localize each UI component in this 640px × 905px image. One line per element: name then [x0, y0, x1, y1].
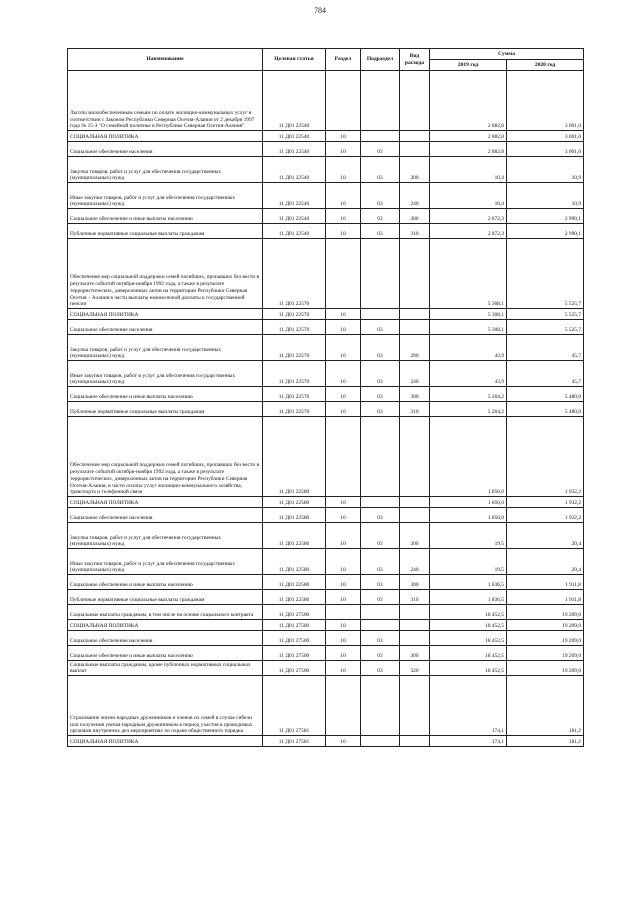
row-expense-type: 310 — [400, 590, 430, 605]
row-amount-2019: 5 264,2 — [430, 387, 507, 402]
row-amount-2020: 1 911,8 — [507, 590, 584, 605]
row-amount-2020: 2 990,1 — [507, 209, 584, 224]
row-section: 10 — [326, 575, 361, 590]
row-expense-type: 310 — [400, 224, 430, 239]
row-target-article: 11 Д01 22540 — [263, 71, 326, 131]
row-target-article: 11 Д01 22570 — [263, 335, 326, 361]
row-amount-2020: 19 209,0 — [507, 620, 584, 631]
row-amount-2019: 19,5 — [430, 523, 507, 549]
row-subsection: 03 — [361, 320, 400, 335]
row-subsection: 03 — [361, 387, 400, 402]
row-amount-2020: 181,2 — [507, 676, 584, 736]
row-subsection: 03 — [361, 631, 400, 646]
row-expense-type: 240 — [400, 183, 430, 209]
row-name: Льготы малообеспеченным семьям по оплате жилищно-коммунальных услуг в соответствии с Законом Республики Северная Осетия-Алания от 2 декабря 1997 года № 15-З "О семейной политике в Республике Северная Осетия-Алания" — [68, 71, 263, 131]
row-expense-type: 300 — [400, 646, 430, 661]
row-amount-2019: 1 836,5 — [430, 590, 507, 605]
header-expense-type: Вид расхода — [400, 49, 430, 71]
row-section: 10 — [326, 523, 361, 549]
row-expense-type: 300 — [400, 387, 430, 402]
row-amount-2020: 3 001,0 — [507, 142, 584, 157]
row-amount-2020: 10,9 — [507, 157, 584, 183]
table-row — [68, 736, 584, 747]
row-target-article: 11 Д01 22540 — [263, 142, 326, 157]
row-section: 10 — [326, 387, 361, 402]
table-row — [68, 320, 584, 335]
row-amount-2019: 1 856,0 — [430, 497, 507, 508]
row-name: Публичные нормативные социальные выплаты гражданам — [68, 402, 263, 417]
table-row — [68, 676, 584, 736]
row-section: 10 — [326, 157, 361, 183]
row-expense-type — [400, 142, 430, 157]
row-target-article: 11 Д01 27581 — [263, 736, 326, 747]
row-subsection: 03 — [361, 209, 400, 224]
budget-table — [67, 48, 584, 747]
row-name: Социальное обеспечение и иные выплаты населению — [68, 209, 263, 224]
table-row — [68, 335, 584, 361]
row-expense-type: 320 — [400, 661, 430, 676]
row-expense-type: 240 — [400, 549, 430, 575]
row-name: Иные закупки товаров, работ и услуг для обеспечения государственных (муниципальных) нужд — [68, 549, 263, 575]
row-name: Социальное обеспечение населения — [68, 631, 263, 646]
row-target-article: 11 Д01 27500 — [263, 605, 326, 620]
table-row — [68, 417, 584, 497]
row-section: 10 — [326, 736, 361, 747]
row-amount-2020: 19 209,0 — [507, 605, 584, 620]
row-amount-2019: 2 882,8 — [430, 131, 507, 142]
row-subsection: 03 — [361, 361, 400, 387]
row-name: Иные закупки товаров, работ и услуг для обеспечения государственных (муниципальных) нужд — [68, 183, 263, 209]
row-amount-2019: 10,4 — [430, 183, 507, 209]
row-expense-type: 300 — [400, 209, 430, 224]
row-subsection: 03 — [361, 549, 400, 575]
row-name: Социальные выплаты гражданам, в том числе на основе социального контракта — [68, 605, 263, 620]
row-name: Закупка товаров, работ и услуг для обеспечения государственных (муниципальных) нужд — [68, 335, 263, 361]
table-row — [68, 590, 584, 605]
table-row — [68, 239, 584, 309]
row-expense-type — [400, 71, 430, 131]
row-target-article: 11 Д01 22540 — [263, 157, 326, 183]
row-subsection: 03 — [361, 523, 400, 549]
row-subsection: 03 — [361, 157, 400, 183]
row-name: Публичные нормативные социальные выплаты гражданам — [68, 224, 263, 239]
row-subsection — [361, 620, 400, 631]
row-amount-2020: 45,7 — [507, 335, 584, 361]
table-body — [68, 71, 584, 747]
row-expense-type: 300 — [400, 575, 430, 590]
row-amount-2019: 1 836,5 — [430, 575, 507, 590]
row-name: Публичные нормативные социальные выплаты гражданам — [68, 590, 263, 605]
row-amount-2019: 2 882,8 — [430, 142, 507, 157]
row-target-article: 11 Д01 22570 — [263, 239, 326, 309]
table-row — [68, 131, 584, 142]
row-section: 10 — [326, 361, 361, 387]
row-amount-2020: 2 990,1 — [507, 224, 584, 239]
row-amount-2019: 43,9 — [430, 361, 507, 387]
row-expense-type — [400, 508, 430, 523]
row-amount-2020: 45,7 — [507, 361, 584, 387]
row-expense-type — [400, 497, 430, 508]
row-amount-2019: 2 882,8 — [430, 71, 507, 131]
row-expense-type: 200 — [400, 523, 430, 549]
row-target-article: 11 Д01 27500 — [263, 631, 326, 646]
header-sum: Сумма — [430, 49, 584, 60]
row-amount-2020: 1 932,2 — [507, 417, 584, 497]
row-expense-type — [400, 320, 430, 335]
row-expense-type — [400, 620, 430, 631]
table-row — [68, 402, 584, 417]
row-subsection: 03 — [361, 335, 400, 361]
row-amount-2019: 5 308,1 — [430, 309, 507, 320]
row-section: 10 — [326, 646, 361, 661]
row-section: 10 — [326, 497, 361, 508]
row-name: Социальные выплаты гражданам, кроме публичных нормативных социальных выплат — [68, 661, 263, 676]
row-section — [326, 239, 361, 309]
row-target-article: 11 Д01 27500 — [263, 661, 326, 676]
row-name: Социальное обеспечение и иные выплаты населению — [68, 387, 263, 402]
row-target-article: 11 Д01 22580 — [263, 497, 326, 508]
row-section: 10 — [326, 131, 361, 142]
row-target-article: 11 Д01 22570 — [263, 361, 326, 387]
row-section: 10 — [326, 335, 361, 361]
row-subsection: 03 — [361, 508, 400, 523]
row-amount-2020: 3 001,0 — [507, 131, 584, 142]
row-amount-2020: 19 209,0 — [507, 661, 584, 676]
row-name: Иные закупки товаров, работ и услуг для обеспечения государственных (муниципальных) нужд — [68, 361, 263, 387]
row-amount-2019: 2 872,3 — [430, 224, 507, 239]
table-row — [68, 387, 584, 402]
row-amount-2019: 18 452,5 — [430, 605, 507, 620]
row-section: 10 — [326, 661, 361, 676]
row-section: 10 — [326, 508, 361, 523]
row-expense-type — [400, 239, 430, 309]
row-subsection: 03 — [361, 142, 400, 157]
header-target-article: Целевая статья — [263, 49, 326, 71]
row-subsection — [361, 131, 400, 142]
row-subsection: 03 — [361, 183, 400, 209]
row-amount-2019: 18 452,5 — [430, 646, 507, 661]
row-section: 10 — [326, 402, 361, 417]
table-row — [68, 575, 584, 590]
row-target-article: 11 Д01 22570 — [263, 320, 326, 335]
row-name: СОЦИАЛЬНАЯ ПОЛИТИКА — [68, 620, 263, 631]
row-target-article: 11 Д01 22580 — [263, 508, 326, 523]
row-amount-2019: 1 856,0 — [430, 508, 507, 523]
row-subsection — [361, 71, 400, 131]
row-expense-type — [400, 676, 430, 736]
table-row — [68, 661, 584, 676]
row-section: 10 — [326, 209, 361, 224]
row-subsection — [361, 239, 400, 309]
row-subsection: 03 — [361, 661, 400, 676]
row-section: 10 — [326, 224, 361, 239]
row-name: Обеспечение мер социальной поддержки семей погибших, пропавших без вести в результате событий октября-ноября 1992 года, а также в результате террористических, диверсионных актов на территории Республики Северная Осетия-Алания, в части оплаты услуг жилищно-коммунального хозяйства, транспорта и телефонной связи — [68, 417, 263, 497]
row-target-article: 11 Д01 22580 — [263, 523, 326, 549]
row-subsection — [361, 417, 400, 497]
row-amount-2020: 5 525,7 — [507, 239, 584, 309]
row-amount-2020: 1 932,2 — [507, 508, 584, 523]
row-subsection: 03 — [361, 575, 400, 590]
table-row — [68, 71, 584, 131]
row-target-article: 11 Д01 22580 — [263, 590, 326, 605]
row-expense-type — [400, 736, 430, 747]
row-amount-2019: 10,4 — [430, 157, 507, 183]
row-amount-2019: 5 308,1 — [430, 320, 507, 335]
row-subsection — [361, 676, 400, 736]
row-name: Закупка товаров, работ и услуг для обеспечения государственных (муниципальных) нужд — [68, 157, 263, 183]
row-expense-type — [400, 417, 430, 497]
row-section — [326, 417, 361, 497]
row-amount-2020: 5 525,7 — [507, 320, 584, 335]
header-year-2020: 2020 год — [507, 60, 584, 71]
row-amount-2019: 43,9 — [430, 335, 507, 361]
row-expense-type: 240 — [400, 361, 430, 387]
row-section — [326, 71, 361, 131]
row-target-article: 11 Д01 27581 — [263, 676, 326, 736]
row-expense-type: 200 — [400, 157, 430, 183]
row-subsection — [361, 736, 400, 747]
row-name: Страхование жизни народных дружинников и членов их семей в случае гибели или получения увечья народным дружинником в период участия в проводимых органами внутренних дел мероприятиях по охране общественного порядка — [68, 676, 263, 736]
row-amount-2019: 174,1 — [430, 736, 507, 747]
row-name: СОЦИАЛЬНАЯ ПОЛИТИКА — [68, 309, 263, 320]
table-row — [68, 508, 584, 523]
header-year-2019: 2019 год — [430, 60, 507, 71]
header-section: Раздел — [326, 49, 361, 71]
row-target-article: 11 Д01 22570 — [263, 387, 326, 402]
row-amount-2019: 1 856,0 — [430, 417, 507, 497]
row-target-article: 11 Д01 27500 — [263, 620, 326, 631]
row-subsection: 03 — [361, 224, 400, 239]
row-section: 10 — [326, 320, 361, 335]
row-amount-2019: 18 452,5 — [430, 661, 507, 676]
row-target-article: 11 Д01 22580 — [263, 575, 326, 590]
row-amount-2019: 174,1 — [430, 676, 507, 736]
row-target-article: 11 Д01 27500 — [263, 646, 326, 661]
row-name: СОЦИАЛЬНАЯ ПОЛИТИКА — [68, 131, 263, 142]
row-section: 10 — [326, 590, 361, 605]
table-row — [68, 620, 584, 631]
row-name: Социальное обеспечение населения — [68, 508, 263, 523]
row-target-article: 11 Д01 22540 — [263, 183, 326, 209]
row-subsection: 03 — [361, 646, 400, 661]
row-section: 10 — [326, 631, 361, 646]
row-amount-2020: 181,2 — [507, 736, 584, 747]
table-row — [68, 361, 584, 387]
table-row — [68, 209, 584, 224]
row-name: Социальное обеспечение населения — [68, 142, 263, 157]
table-row — [68, 309, 584, 320]
row-name: СОЦИАЛЬНАЯ ПОЛИТИКА — [68, 497, 263, 508]
row-section: 10 — [326, 142, 361, 157]
row-amount-2019: 5 264,2 — [430, 402, 507, 417]
row-amount-2020: 20,4 — [507, 549, 584, 575]
table-row — [68, 549, 584, 575]
row-amount-2019: 19,5 — [430, 549, 507, 575]
page-number: 784 — [314, 6, 326, 15]
row-target-article: 11 Д01 22540 — [263, 131, 326, 142]
header-subsection: Подраздел — [361, 49, 400, 71]
row-section: 10 — [326, 183, 361, 209]
row-target-article: 11 Д01 22570 — [263, 309, 326, 320]
row-amount-2020: 10,9 — [507, 183, 584, 209]
row-expense-type — [400, 605, 430, 620]
row-target-article: 11 Д01 22580 — [263, 417, 326, 497]
table-row — [68, 142, 584, 157]
row-section: 10 — [326, 620, 361, 631]
row-amount-2020: 1 911,8 — [507, 575, 584, 590]
row-amount-2020: 3 001,0 — [507, 71, 584, 131]
table-row — [68, 183, 584, 209]
row-amount-2019: 18 452,5 — [430, 620, 507, 631]
row-name: Социальное обеспечение и иные выплаты населению — [68, 646, 263, 661]
table-row — [68, 605, 584, 620]
row-name: Социальное обеспечение и иные выплаты населению — [68, 575, 263, 590]
row-target-article: 11 Д01 22570 — [263, 402, 326, 417]
row-expense-type — [400, 631, 430, 646]
row-section — [326, 605, 361, 620]
row-amount-2020: 20,4 — [507, 523, 584, 549]
row-subsection — [361, 605, 400, 620]
row-name: Социальное обеспечение населения — [68, 320, 263, 335]
row-target-article: 11 Д01 22540 — [263, 209, 326, 224]
row-amount-2019: 5 308,1 — [430, 239, 507, 309]
row-expense-type: 310 — [400, 402, 430, 417]
row-amount-2020: 19 209,0 — [507, 631, 584, 646]
table-row — [68, 497, 584, 508]
row-section — [326, 676, 361, 736]
row-subsection: 03 — [361, 590, 400, 605]
row-name: СОЦИАЛЬНАЯ ПОЛИТИКА — [68, 736, 263, 747]
row-amount-2019: 18 452,5 — [430, 631, 507, 646]
row-amount-2020: 5 525,7 — [507, 309, 584, 320]
row-expense-type — [400, 131, 430, 142]
row-amount-2020: 5 480,0 — [507, 387, 584, 402]
table-row — [68, 224, 584, 239]
header-name: Наименование — [68, 49, 263, 71]
row-expense-type: 200 — [400, 335, 430, 361]
row-amount-2020: 19 209,0 — [507, 646, 584, 661]
table-row — [68, 631, 584, 646]
row-name: Закупка товаров, работ и услуг для обеспечения государственных (муниципальных) нужд — [68, 523, 263, 549]
table-row — [68, 157, 584, 183]
row-target-article: 11 Д01 22580 — [263, 549, 326, 575]
row-name: Обеспечение мер социальной поддержки семей погибших, пропавших без вести в результате событий октября-ноября 1992 года, а также в результате террористических, диверсионных актов на территории Республики Северная Осетия – Алания в части выплаты ежемесячной доплаты к государственной пенсии — [68, 239, 263, 309]
row-expense-type — [400, 309, 430, 320]
row-subsection — [361, 497, 400, 508]
table-row — [68, 523, 584, 549]
table-row — [68, 646, 584, 661]
row-subsection — [361, 309, 400, 320]
row-section: 10 — [326, 309, 361, 320]
row-amount-2019: 2 872,3 — [430, 209, 507, 224]
row-section: 10 — [326, 549, 361, 575]
row-subsection: 03 — [361, 402, 400, 417]
row-target-article: 11 Д01 22540 — [263, 224, 326, 239]
row-amount-2020: 5 480,0 — [507, 402, 584, 417]
row-amount-2020: 1 932,2 — [507, 497, 584, 508]
